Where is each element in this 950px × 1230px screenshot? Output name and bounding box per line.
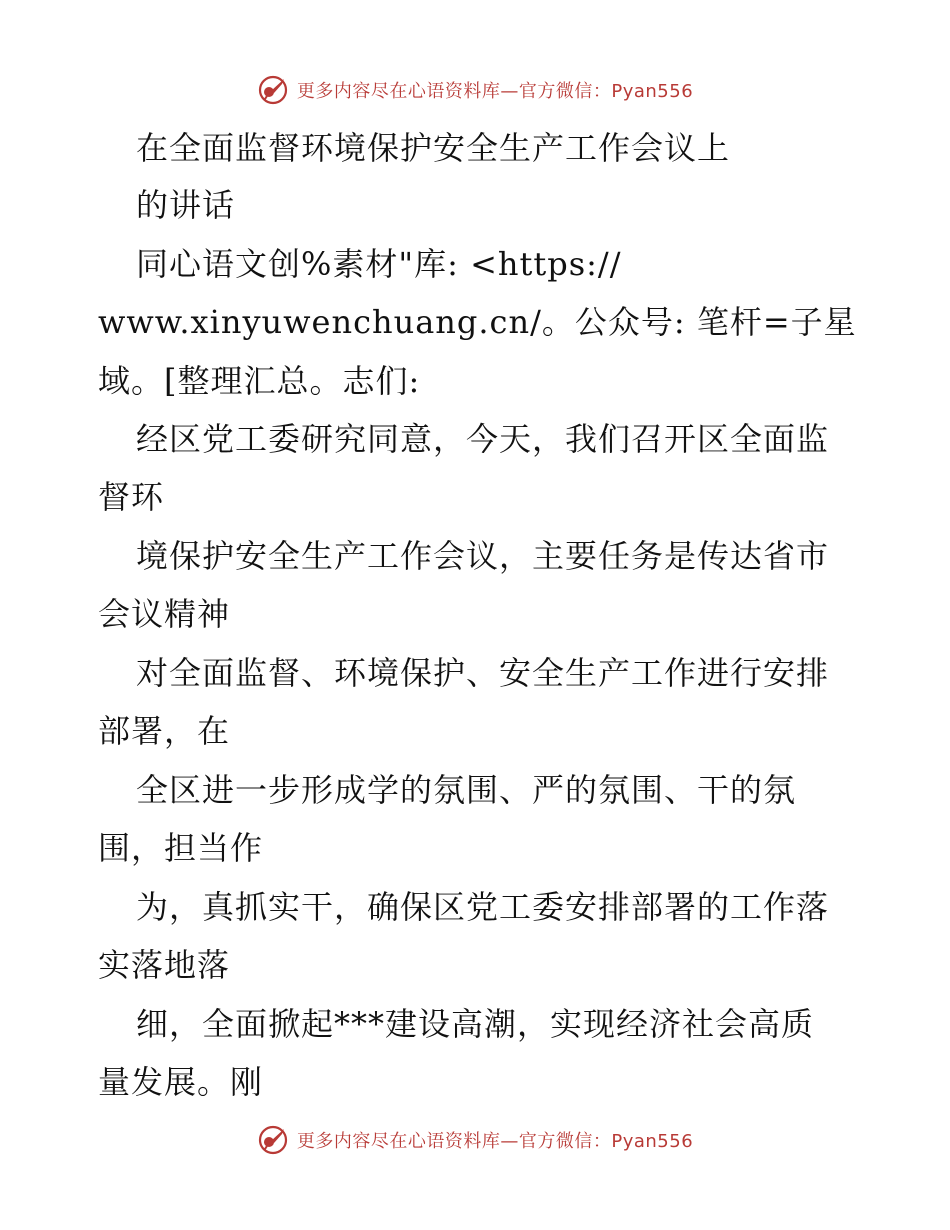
quill-logo-icon	[257, 74, 289, 106]
doc-line: 对全面监督、环境保护、安全生产工作进行安排	[136, 654, 830, 692]
doc-line: 部署，在	[98, 712, 231, 750]
doc-line: 量发展。刚	[98, 1063, 264, 1101]
doc-title-line-2: 的讲话	[136, 186, 236, 224]
header-banner	[0, 72, 950, 108]
doc-line: 同心语文创%素材"库: <https://	[136, 245, 622, 283]
header-banner-text: 更多内容尽在心语资料库—官方微信：Pyan556	[296, 81, 694, 102]
footer-banner	[0, 1122, 950, 1158]
doc-line: 为，真抓实干，确保区党工委安排部署的工作落	[136, 888, 830, 926]
doc-title-line-1: 在全面监督环境保护安全生产工作会议上	[136, 129, 731, 167]
quill-logo-icon	[257, 1124, 289, 1156]
doc-line: 实落地落	[98, 946, 231, 984]
doc-line: 围，担当作	[98, 829, 264, 867]
doc-line: www.xinyuwenchuang.cn/。公众号: 笔杆=子星	[98, 303, 857, 341]
footer-banner-text: 更多内容尽在心语资料库—官方微信：Pyan556	[296, 1131, 694, 1152]
doc-line: 经区党工委研究同意，今天，我们召开区全面监	[136, 420, 830, 458]
doc-line: 全区进一步形成学的氛围、严的氛围、干的氛	[136, 771, 797, 809]
doc-line: 督环	[98, 478, 165, 516]
doc-line: 境保护安全生产工作会议，主要任务是传达省市	[136, 537, 830, 575]
doc-line: 细，全面掀起***建设高潮，实现经济社会高质	[136, 1005, 815, 1043]
doc-line: 会议精神	[98, 595, 231, 633]
doc-line: 域。[整理汇总。志们:	[98, 362, 421, 400]
